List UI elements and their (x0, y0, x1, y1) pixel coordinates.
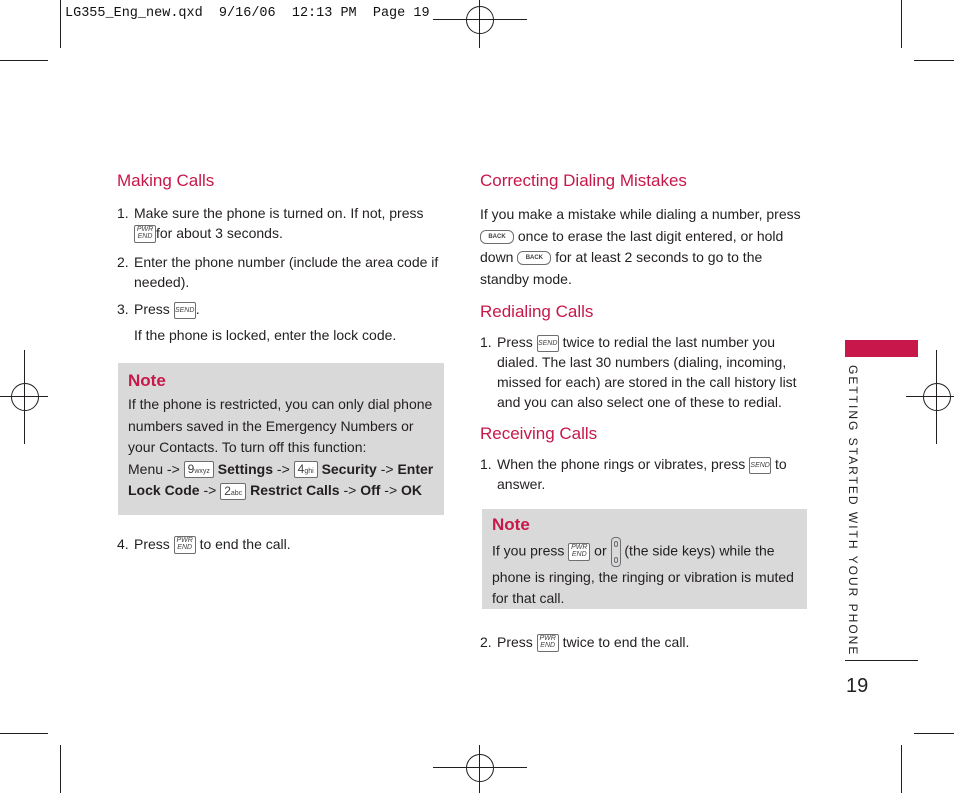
redial-step-1 (480, 332, 810, 412)
end-key-icon: PWR END (174, 536, 196, 554)
send-key-icon: SEND (537, 335, 559, 352)
send-key-icon: SEND (174, 302, 196, 319)
side-rule (845, 660, 918, 661)
heading-redialing-calls: Redialing Calls (480, 302, 594, 321)
step-4 (117, 534, 447, 556)
note-title: Note (128, 371, 166, 390)
step-text: to answer. (497, 456, 787, 492)
heading-correcting-mistakes: Correcting Dialing Mistakes (480, 171, 687, 190)
page-number: 19 (846, 675, 869, 697)
step-1 (117, 203, 447, 245)
step-number: 3. (117, 301, 129, 317)
arrow: -> (380, 460, 394, 477)
step-number: 2. (480, 634, 492, 650)
side-keys-icon (611, 537, 621, 567)
menu-settings: Settings (217, 460, 274, 477)
send-key-icon: SEND (749, 457, 771, 474)
menu-ok: OK (401, 482, 423, 498)
key-9-icon: 9wxyz (184, 461, 214, 478)
heading-receiving-calls: Receiving Calls (480, 424, 598, 443)
step-text: twice to end the call. (562, 634, 690, 650)
step-subtext: If the phone is locked, enter the lock code. (134, 327, 397, 343)
note-text: (the side keys) while the phone is ringing, the ringing or vibration is muted for that call. (492, 542, 794, 606)
printer-slug: LG355_Eng_new.qxd 9/16/06 12:13 PM Page 19 (65, 6, 430, 21)
section-label: GETTING STARTED WITH YOUR PHONE (846, 365, 860, 657)
correcting-text (480, 204, 802, 290)
back-key-icon: BACK (480, 230, 514, 244)
menu-enter-lock-code: Enter Lock Code (128, 460, 434, 498)
step-text: When the phone rings or vibrates, press (497, 456, 746, 472)
step-text: Enter the phone number (include the area code if needed). (134, 254, 439, 290)
arrow: -> (203, 482, 217, 498)
end-key-icon: PWR END (134, 225, 156, 243)
text: If you make a mistake while dialing a number, press (480, 206, 801, 222)
step-number: 2. (117, 254, 129, 270)
step-text: for about 3 seconds. (156, 225, 283, 241)
key-4-icon: 4ghi (294, 461, 318, 478)
step-number: 4. (117, 536, 129, 552)
menu-off: Off (360, 482, 381, 498)
heading-making-calls: Making Calls (117, 171, 215, 190)
text: for at least 2 seconds to go to the standby mode. (480, 249, 763, 287)
note-title: Note (492, 515, 530, 534)
step-text: Make sure the phone is turned on. If not, press (134, 205, 424, 221)
note-box-restricted (118, 363, 444, 515)
end-key-icon: PWR END (568, 543, 590, 561)
note-box-side-keys (482, 509, 807, 609)
menu-restrict-calls: Restrict Calls (250, 482, 340, 498)
section-tab (845, 340, 918, 357)
step-text: Press (134, 536, 170, 552)
step-text: to end the call. (199, 536, 291, 552)
step-text: Press (497, 634, 533, 650)
step-2 (117, 252, 447, 294)
note-text: If you press (492, 542, 565, 559)
step-text: twice to redial the last number you dialed. The last 30 numbers (dialing, incoming, missed for each) are stored in the call history list and you can also select one of these to redial. (497, 334, 797, 410)
menu-security: Security (321, 460, 377, 477)
arrow: -> (343, 482, 357, 498)
receive-step-1 (480, 454, 810, 496)
end-key-icon: PWR END (537, 634, 559, 652)
arrow: -> (384, 482, 398, 498)
step-number: 1. (117, 205, 129, 221)
note-text: If the phone is restricted, you can only dial phone numbers saved in the Emergency Numbers or your Contacts. To turn off this function: (128, 396, 433, 455)
step-text: Press (134, 301, 170, 317)
step-number: 1. (480, 334, 492, 350)
back-key-icon: BACK (517, 251, 551, 265)
step-text: Press (497, 334, 533, 350)
arrow: -> (276, 460, 290, 477)
receive-step-2 (480, 632, 810, 654)
step-text: . (195, 301, 200, 317)
menu-label: Menu -> (128, 460, 180, 477)
text: once to erase the last digit entered, or hold down (480, 227, 784, 265)
key-2-icon: 2abc (220, 483, 246, 500)
note-text: or (594, 542, 607, 559)
step-number: 1. (480, 456, 492, 472)
step-3 (117, 299, 447, 345)
